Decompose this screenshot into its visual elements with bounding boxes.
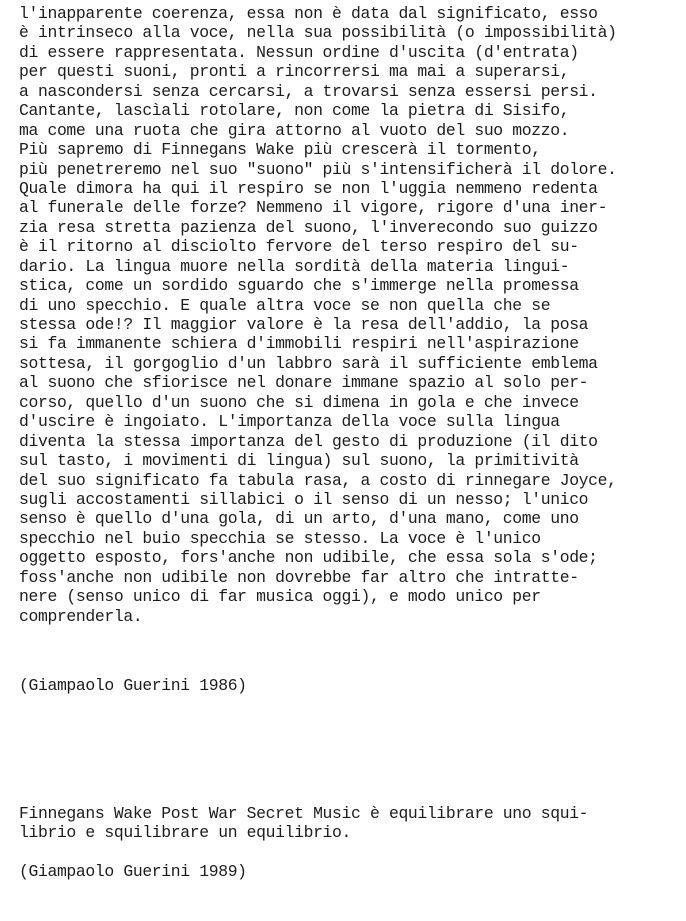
text-line: l'inapparente coerenza, essa non è data dal significato, esso [19,4,598,23]
text-line: a nascondersi senza cercarsi, a trovarsi senza essersi persi. [19,81,598,101]
main-paragraph [19,4,617,626]
signature-text: (Giampaolo Guerini 1989) [19,862,247,881]
text-line: è il ritorno al disciolto fervore del terso respiro del su- [19,237,579,257]
text-line: librio e squilibrare un equilibrio. [19,823,352,843]
text-line: più penetreremo nel suo "suono" più s'intensificherà il dolore. [19,159,617,179]
text-line: senso è quello d'una gola, di un arto, d'una mano, come uno [19,509,579,529]
quote-1989 [19,804,588,843]
text-line: stica, come un sordido sguardo che s'immerge nella promessa [19,276,579,296]
text-line: è intrinseco alla voce, nella sua possibilità (o impossibilità) [19,23,617,43]
text-line: si fa immanente schiera d'immobili respiri nell'aspirazione [19,334,579,354]
text-line: comprenderla. [19,606,143,626]
text-line: Più sapremo di Finnegans Wake più crescerà il tormento, [19,140,541,160]
signature-1989 [19,862,247,881]
text-line: del suo significato fa tabula rasa, a costo di rinnegare Joyce, [19,470,617,490]
text-line: stessa ode!? Il maggior valore è la resa dell'addio, la posa [19,315,589,334]
text-line: sottesa, il gorgoglio d'un labbro sarà il sufficiente emblema [19,353,598,373]
text-line: nere (senso unico di far musica oggi), e modo unico per [19,587,541,607]
text-line: zia resa stretta pazienza del suono, l'inverecondo suo guizzo [19,217,598,237]
signature-text: (Giampaolo Guerini 1986) [19,676,247,695]
text-line: Cantante, lascìali rotolare, non come la pietra di Sisifo, [19,101,570,121]
text-line: di essere rappresentata. Nessun ordine d'uscita (d'entrata) [19,42,579,62]
text-line: al suono che sfiorisce nel donare immane spazio al solo per- [19,373,589,393]
text-line: sul tasto, i movimenti di lingua) sul suono, la primitività [19,451,579,471]
text-line: Quale dimora ha qui il respiro se non l'uggia nemmeno redenta [19,178,598,198]
text-line: ma come una ruota che gira attorno al vuoto del suo mozzo. [19,120,570,140]
text-line: al funerale delle forze? Nemmeno il vigore, rigore d'una iner- [19,198,608,218]
text-line: sugli accostamenti sillabici o il senso di un nesso; l'unico [19,489,589,509]
text-line: corso, quello d'un suono che si dimena in gola e che invece [19,392,579,412]
text-line: di uno specchio. E quale altra voce se non quella che se [19,295,551,315]
text-line: diventa la stessa importanza del gesto di produzione (il dito [19,431,598,451]
text-line: per questi suoni, pronti a rincorrersi ma mai a superarsi, [19,62,570,82]
text-line: foss'anche non udibile non dovrebbe far altro che intratte- [19,567,579,587]
text-line: specchio nel buio specchia se stesso. La voce è l'unico [19,528,541,548]
text-line: dario. La lingua muore nella sordità della materia lingui- [19,256,570,276]
text-line: Finnegans Wake Post War Secret Music è equilibrare uno squi- [19,804,589,823]
text-line: d'uscire è ingoiato. L'importanza della voce sulla lingua [19,412,560,432]
text-line: oggetto esposto, fors'anche non udibile, che essa sola s'ode; [19,548,598,568]
signature-1986 [19,676,247,695]
